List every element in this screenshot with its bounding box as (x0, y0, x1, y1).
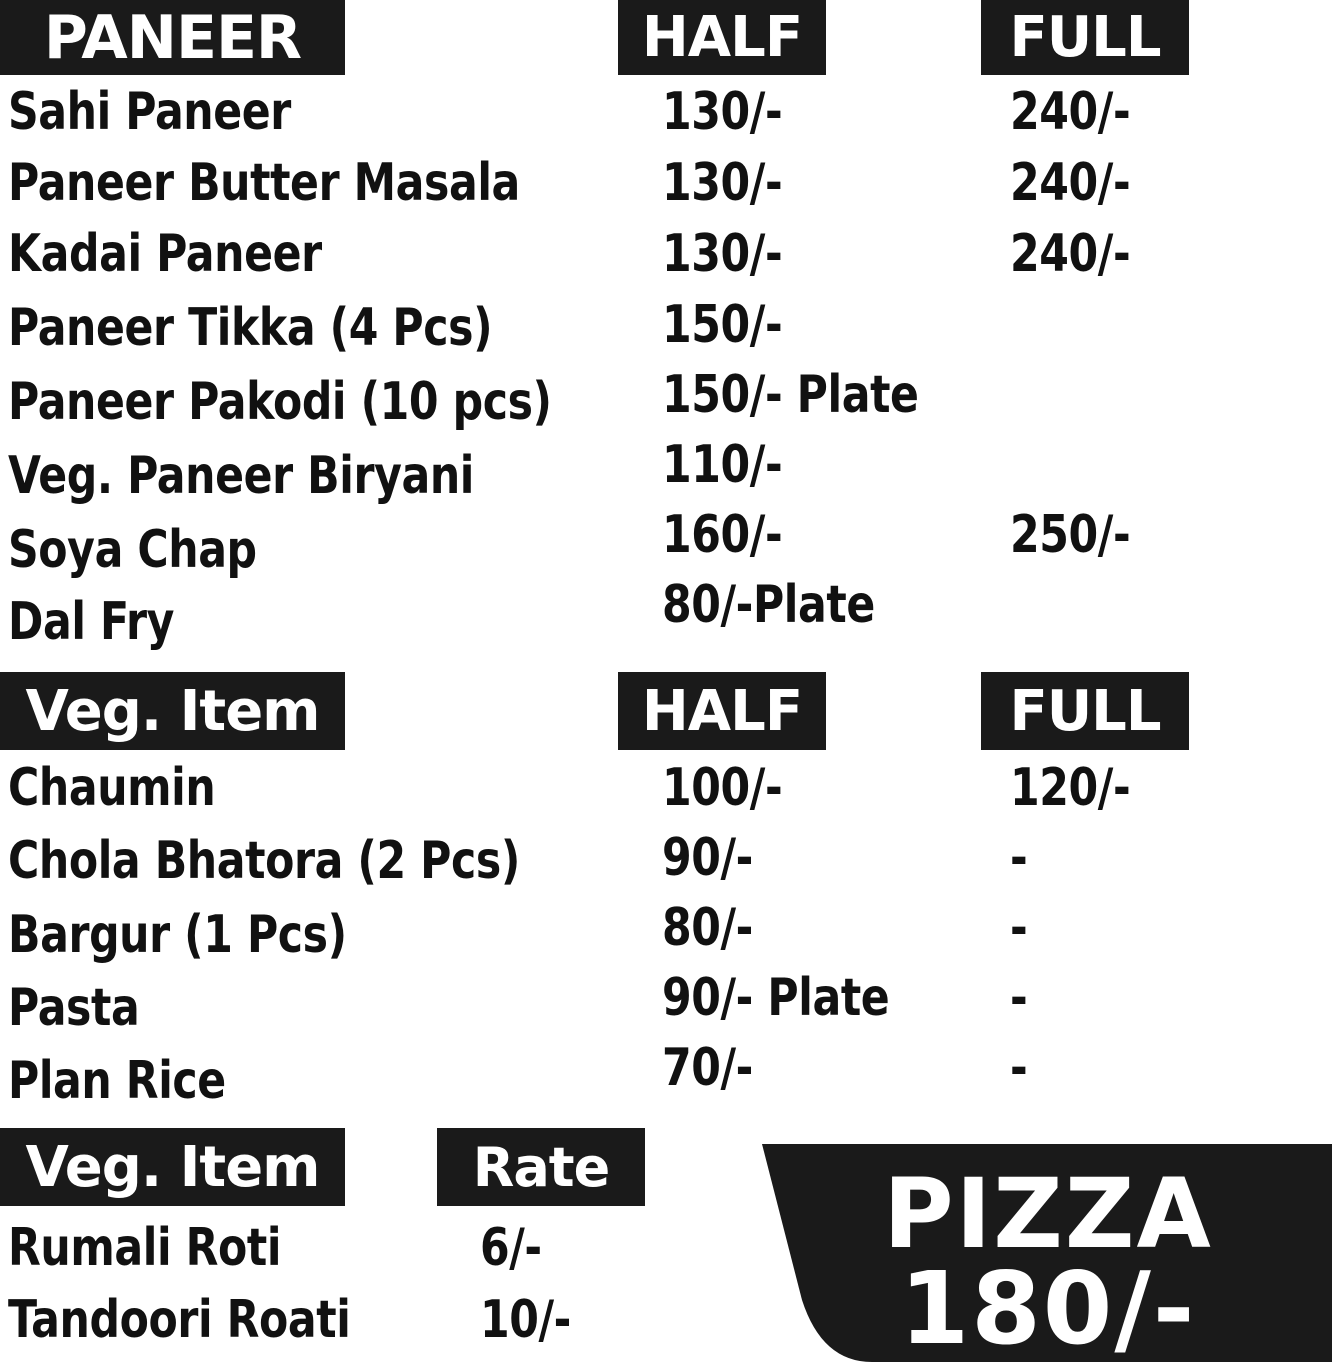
veg-full-header: FULL (981, 672, 1189, 750)
paneer-section-header: PANEER (0, 0, 345, 75)
paneer-full-header: FULL (981, 0, 1189, 75)
veg-item-name: Pasta (8, 978, 140, 1038)
veg-item-name: Plan Rice (8, 1051, 226, 1111)
paneer-item-name: Paneer Tikka (4 Pcs) (8, 298, 493, 358)
paneer-item-name: Dal Fry (8, 592, 174, 652)
roti-item-name: Rumali Roti (8, 1218, 282, 1278)
roti-item-rate: 10/- (480, 1290, 571, 1350)
pizza-price: 180/- (899, 1250, 1197, 1367)
paneer-item-name: Soya Chap (8, 520, 257, 580)
paneer-item-half-price: 160/- (662, 505, 783, 565)
veg-item-half-price: 90/- (662, 828, 753, 888)
pizza-badge (762, 1140, 1332, 1367)
paneer-item-half-price: 130/- (662, 82, 783, 142)
paneer-item-half-price: 110/- (662, 435, 783, 495)
paneer-item-half-price: 80/-Plate (662, 575, 875, 635)
roti-item-name: Tandoori Roati (8, 1290, 351, 1350)
veg-item-half-price: 70/- (662, 1038, 753, 1098)
pizza-title: PIZZA (883, 1158, 1213, 1270)
paneer-item-full-price: 240/- (1010, 224, 1131, 284)
veg-item-full-price: 120/- (1010, 758, 1131, 818)
veg-item-full-price: - (1010, 898, 1028, 958)
paneer-item-half-price: 130/- (662, 153, 783, 213)
veg-half-header: HALF (618, 672, 826, 750)
paneer-item-full-price: 240/- (1010, 153, 1131, 213)
paneer-item-half-price: 150/- Plate (662, 365, 919, 425)
veg-item-half-price: 100/- (662, 758, 783, 818)
veg-item-name: Chaumin (8, 758, 216, 818)
paneer-half-header: HALF (618, 0, 826, 75)
veg-item-name: Bargur (1 Pcs) (8, 905, 347, 965)
paneer-item-name: Paneer Pakodi (10 pcs) (8, 372, 552, 432)
veg-section-header: Veg. Item (0, 672, 345, 750)
paneer-item-name: Paneer Butter Masala (8, 153, 520, 213)
veg-item-half-price: 90/- Plate (662, 968, 890, 1028)
paneer-item-half-price: 130/- (662, 224, 783, 284)
paneer-item-full-price: 250/- (1010, 505, 1131, 565)
veg-item-full-price: - (1010, 968, 1028, 1028)
veg-item-full-price: - (1010, 828, 1028, 888)
paneer-item-name: Veg. Paneer Biryani (8, 446, 475, 506)
roti-section-header: Veg. Item (0, 1128, 345, 1206)
roti-rate-header: Rate (437, 1128, 645, 1206)
paneer-item-full-price: 240/- (1010, 82, 1131, 142)
veg-item-name: Chola Bhatora (2 Pcs) (8, 831, 520, 891)
veg-item-half-price: 80/- (662, 898, 753, 958)
paneer-item-name: Sahi Paneer (8, 82, 291, 142)
paneer-item-half-price: 150/- (662, 295, 783, 355)
roti-item-rate: 6/- (480, 1218, 542, 1278)
veg-item-full-price: - (1010, 1038, 1028, 1098)
paneer-item-name: Kadai Paneer (8, 224, 322, 284)
